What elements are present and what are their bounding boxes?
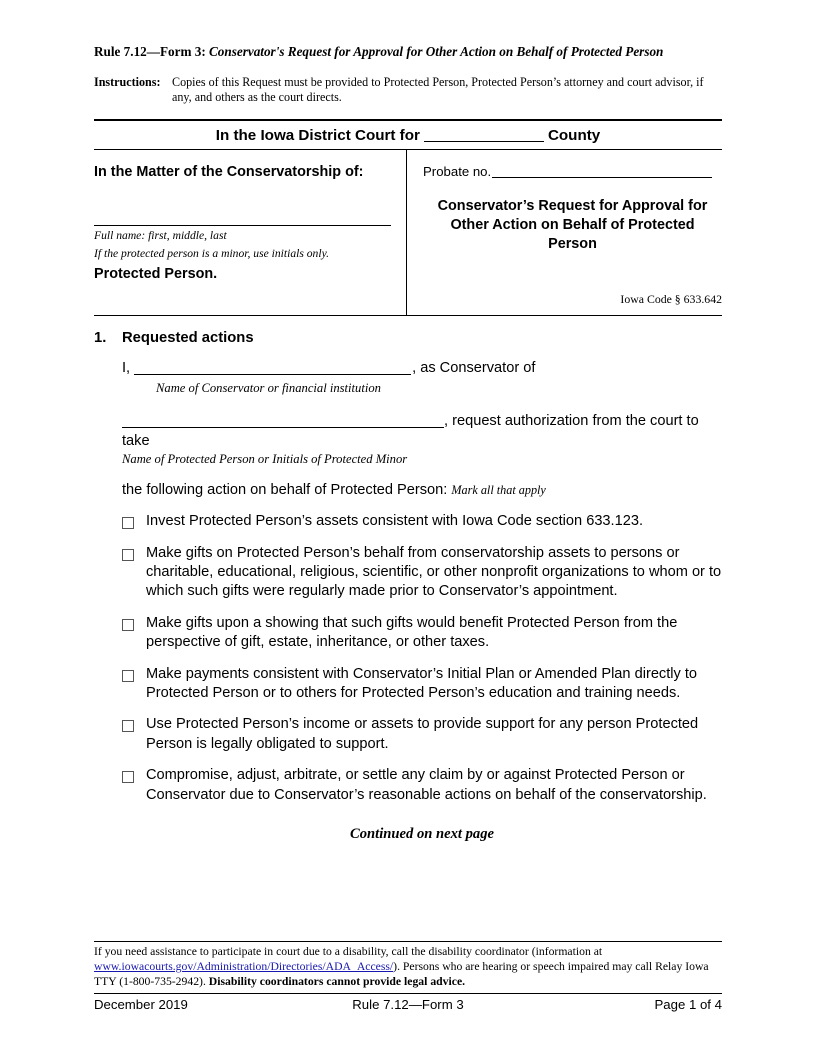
ada-access-link[interactable]: www.iowacourts.gov/Administration/Directories/ADA_Access/: [94, 959, 394, 973]
section-1-number: 1.: [94, 330, 107, 347]
protected-person-name-field[interactable]: [122, 413, 444, 428]
checkbox-item[interactable]: [122, 766, 722, 805]
mark-instruction-line: [122, 481, 722, 500]
checkbox-icon[interactable]: [122, 619, 134, 631]
checkbox-item[interactable]: [122, 544, 722, 602]
checkbox-icon[interactable]: [122, 670, 134, 682]
ada-notice-bold: Disability coordinators cannot provide legal advice.: [208, 974, 466, 988]
conservator-name-field[interactable]: [134, 360, 411, 375]
section-requested-actions: [94, 330, 722, 844]
section-1-title: Requested actions: [122, 330, 254, 347]
continued-notice: Continued on next page: [350, 826, 494, 843]
protected-person-label: Protected Person.: [94, 265, 218, 282]
instructions-label: Instructions:: [94, 74, 161, 89]
court-heading-suffix: County: [547, 127, 601, 145]
footer-date: December 2019: [94, 996, 188, 1012]
checkbox-item[interactable]: [122, 665, 722, 704]
ada-notice-part1: If you need assistance to participate in court due to a disability, call the disability coordinator (information at: [94, 945, 603, 958]
checkbox-icon[interactable]: [122, 771, 134, 783]
mark-instruction-text: the following action on behalf of Protected Person:: [122, 481, 448, 498]
minor-initials-hint: If the protected person is a minor, use initials only.: [94, 247, 329, 261]
probate-number-label: Probate no.: [423, 164, 492, 180]
footer-form-id: Rule 7.12—Form 3: [352, 996, 464, 1012]
probate-number-row: [423, 164, 722, 179]
conservator-name-hint: Name of Conservator or financial institution: [156, 380, 381, 395]
county-blank-field[interactable]: [424, 128, 544, 142]
checkbox-label: Compromise, adjust, arbitrate, or settle any claim by or against Protected Person or Conservator due to Conservator’s reasonable actions on behalf of the conservatorship.: [146, 767, 707, 803]
page-footer: [94, 941, 722, 1012]
court-heading: [94, 121, 722, 149]
lead2-suffix-text: , request authorization from the court to take: [122, 413, 699, 449]
caption-left-panel: [94, 150, 407, 315]
lead-prefix-text: I,: [122, 360, 131, 377]
caption-box: [94, 149, 722, 316]
ada-notice: [94, 945, 722, 990]
section-1-heading: [94, 330, 722, 346]
footer-top-rule: [94, 941, 722, 942]
checkbox-icon[interactable]: [122, 549, 134, 561]
checkbox-item[interactable]: [122, 512, 722, 531]
probate-number-field[interactable]: [492, 164, 712, 178]
instructions-block: [94, 75, 722, 105]
checkbox-item[interactable]: [122, 614, 722, 653]
caption-right-panel: [407, 150, 722, 315]
checkbox-list: [122, 512, 722, 805]
court-heading-prefix: In the Iowa District Court for: [215, 127, 420, 145]
mark-all-that-apply-hint: Mark all that apply: [451, 482, 546, 497]
ada-notice-part2: ). Persons who are hearing or speech impaired may call Relay Iowa TTY (1-800-735-2942).: [94, 959, 709, 988]
full-name-hint: Full name: first, middle, last: [94, 229, 227, 243]
checkbox-label: Invest Protected Person’s assets consistent with Iowa Code section 633.123.: [146, 513, 644, 530]
protected-person-name-blank[interactable]: [94, 225, 391, 226]
title-rule-number: Rule 7.12—Form 3:: [94, 44, 206, 59]
matter-of-label: In the Matter of the Conservatorship of:: [94, 164, 364, 181]
protected-person-name-hint: Name of Protected Person or Initials of Protected Minor: [122, 452, 408, 467]
checkbox-label: Use Protected Person’s income or assets to provide support for any person Protected Person is legally obligated to support.: [146, 716, 699, 752]
footer-page-number: Page 1 of 4: [654, 996, 722, 1012]
checkbox-label: Make gifts on Protected Person’s behalf from conservatorship assets to persons or charitable, educational, religious, scientific, or other nonprofit organizations to whom or to which such gifts were regularly made prior to Conservator’s appointment.: [146, 544, 722, 600]
checkbox-label: Make gifts upon a showing that such gifts would benefit Protected Person from the perspective of gift, estate, inheritance, or other taxes.: [146, 614, 678, 651]
iowa-code-citation: Iowa Code § 633.642: [620, 292, 722, 307]
checkbox-icon[interactable]: [122, 517, 134, 529]
page-title: [94, 44, 722, 61]
checkbox-item[interactable]: [122, 715, 722, 754]
conservator-name-line: [122, 359, 722, 378]
lead-suffix-text: , as Conservator of: [412, 360, 536, 377]
footer-meta-row: [94, 994, 722, 1012]
page-content: [94, 44, 722, 844]
section-1-body: [122, 359, 722, 844]
checkbox-icon[interactable]: [122, 720, 134, 732]
title-form-name: Conservator's Request for Approval for Other Action on Behalf of Protected Person: [205, 44, 664, 59]
checkbox-label: Make payments consistent with Conservator’s Initial Plan or Amended Plan directly to Protected Person or to others for Protected Person’s education and training needs.: [146, 665, 698, 702]
protected-person-name-line: [122, 412, 722, 451]
caption-document-title: Conservator’s Request for Approval for Other Action on Behalf of Protected Person: [437, 198, 708, 253]
instructions-text: Copies of this Request must be provided to Protected Person, Protected Person’s attorney and court advisor, if any, and others as the court directs.: [172, 74, 704, 104]
